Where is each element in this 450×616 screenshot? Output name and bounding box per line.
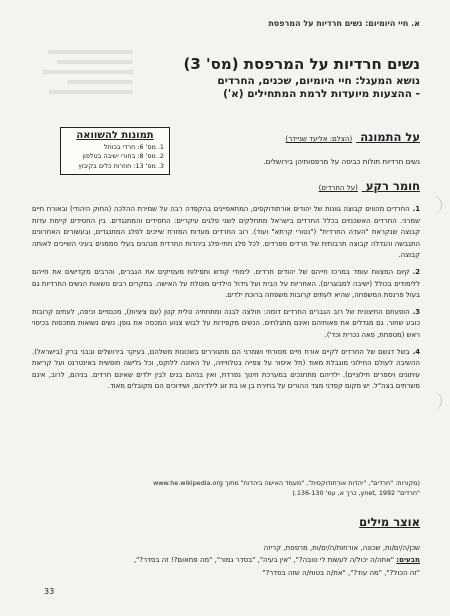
- photographer-credit: (הצלם: אליעד שניידר): [285, 135, 353, 143]
- running-header: א. חיי היומיום: נשים חרדיות על המרפסת: [268, 19, 420, 28]
- compare-box-item: 3. מס' 13: חוזרות כלים בקיבוץ: [78, 161, 164, 170]
- list-item: [32, 267, 420, 302]
- list-item-text: קיום המצוות עומד במרכז חייהם של יהודים חרדים. לימודי קודש ותפילות מעסיקים את הגברים, והרבים מקדישים את חייהם ללימודים בכולל (ישיבה למבוגרים). האחריות על הבית ועל גידול הילדים מוטלת על האישה. במקרים רבים נושאות הנשים החרדיות גם בעול פרנסת המשפחה, שהיא לעתים קרובות משפחה ברוכת ילדים.: [32, 267, 420, 300]
- source-line: (מקורות: "חרדים", "יהדות אורתודוקסית", "מעמד האישה ביהדות" מתוך www.he.wikipedia.org: [153, 479, 420, 487]
- list-item: [32, 347, 420, 393]
- background-subtopic: (על החרדים): [318, 184, 358, 192]
- compare-box-item: 1. מס' 6: חרדי בכותל: [103, 143, 164, 151]
- margin-curl-mark: [431, 392, 442, 410]
- subtitle-line: - ההצעות מיועדות לרמת המתחילים (א'): [223, 88, 420, 101]
- source-line: "חרדים" ynet, 1992, כרך א, עמ' 136-130.): [292, 488, 420, 497]
- background-list: [32, 204, 420, 398]
- list-item-text: החרדים מהווים קבוצה גוונות של יהודים אורתודוקסים, המתאפיינים בהקפדה רבה על שמירת ההלכה (החוק היהודי) ובאורח חיים שמרני. החרדים האשכנזים בכלל החרדים בישראל מתחלקים לשני פלגים עיקריים: החסידים והמתנגדים. בין החסידים קיימת עדות קבוצה שנקראת "העדה החרדית" ("נטורי קרתא" ועוד). רוב החרדים מעדות המזרח שייכים לפלג המתנגדים, ובעשורים האחרונים התגבשה והגדלה קבוצה תרבותית של חרדים ספרדים. לכל פלג תתי-פלג ביהדות החרדית מנהגים בעלי סממנים בעיני השייכים לאותה קבוצה.: [32, 205, 420, 260]
- list-item-number: 3.: [412, 307, 420, 316]
- page-number: 33: [44, 587, 55, 596]
- list-item-number: 2.: [412, 267, 420, 276]
- list-item-text: בשל דגשם של החרדים לקיים אורח חיים מסורתי ושמרני הם מתגוררים בשכונות משלהם, בעיקר בירושלים ובבני ברק (בישראל). ההשיבה לעולם החילוני מוגבלת מאוד (חל איסור על צפייה בטלוויזיה, על האזנה ללוקס, וכל גלישה חופשית באינטרנט ועל קריאת עיתונים ויספרים חילוניים). ילדיהם מתחנכים במערכת חינוך נפרדת, ואין בניהם בנים לבין ילדים שאינם חרדים. בניהם, לרוב, אינם משרתים בצה"ל. יש מקום קפדני מצד ההורים על בחירת בן או בת זוג לילדיהם, ושידוכים הם מקובלים מאוד.: [32, 347, 420, 391]
- compare-box-title: תמונות להשוואה: [76, 130, 154, 141]
- compare-images-box: [60, 127, 170, 175]
- compare-box-item: 2. מס' 8: בחורי ישיבה בטלפון: [82, 152, 164, 161]
- expressions-label: מבעים:: [396, 556, 420, 565]
- image-section-heading: [286, 130, 421, 144]
- vocab-expressions: [32, 554, 420, 566]
- image-description: נשים חרדיות תולות כביסה על מרפסותיהן בירושלים.: [263, 157, 420, 166]
- vocab-words: שכן/ה/ים/ות, שכונה, אורחות/ה/ים/ות, מרפסת, קריזה: [263, 544, 420, 552]
- page-title: נשים חרדיות על המרפסת (מס' 3): [183, 55, 420, 73]
- background-heading-text: חומר רקע: [365, 179, 420, 193]
- vocabulary-block: [32, 542, 420, 579]
- list-item: [32, 307, 420, 342]
- page-subtitle: [80, 75, 420, 101]
- list-item-text: הופעתם החיצונית של רוב הגברים החרדים דומה: חולצה לבנה ומתחתיה טלית קטן (עם ציציות), מכנסיים וכיפה, לעתים קרובות כובע שחור. גם מגדלים את פאותיהם ואינם מתגלחים. הנשים מקפידות על לבוש צנוע המכסה את גופן. נשים נשואות מתכסות בכיסוי ראש (מטפחת, פאה נכרית וכד').: [32, 307, 420, 339]
- subtitle-line: נושא המעגל: חיי היומיום, שכנים, החרדים: [217, 75, 420, 87]
- expressions-text: "אתה/ה יכול/ה לעשות לי טובה?", "אין בעיה", "בסדר גמור", "מה פתאום?! זה בסדר?",: [133, 556, 395, 565]
- list-item: [32, 204, 420, 262]
- vocab-expressions-cont: "זה הכול?", "מה עוד?", "את/ה בטוח/ה שזה בסדר?": [262, 568, 420, 577]
- background-section-heading: [319, 179, 420, 193]
- image-heading-text: על התמונה: [360, 130, 420, 144]
- list-item-number: 4.: [412, 347, 420, 356]
- vocab-section-heading: אוצר מילים: [359, 515, 420, 529]
- sources-citation: [32, 479, 420, 499]
- margin-curl-mark: [431, 196, 442, 214]
- list-item-number: 1.: [412, 205, 420, 213]
